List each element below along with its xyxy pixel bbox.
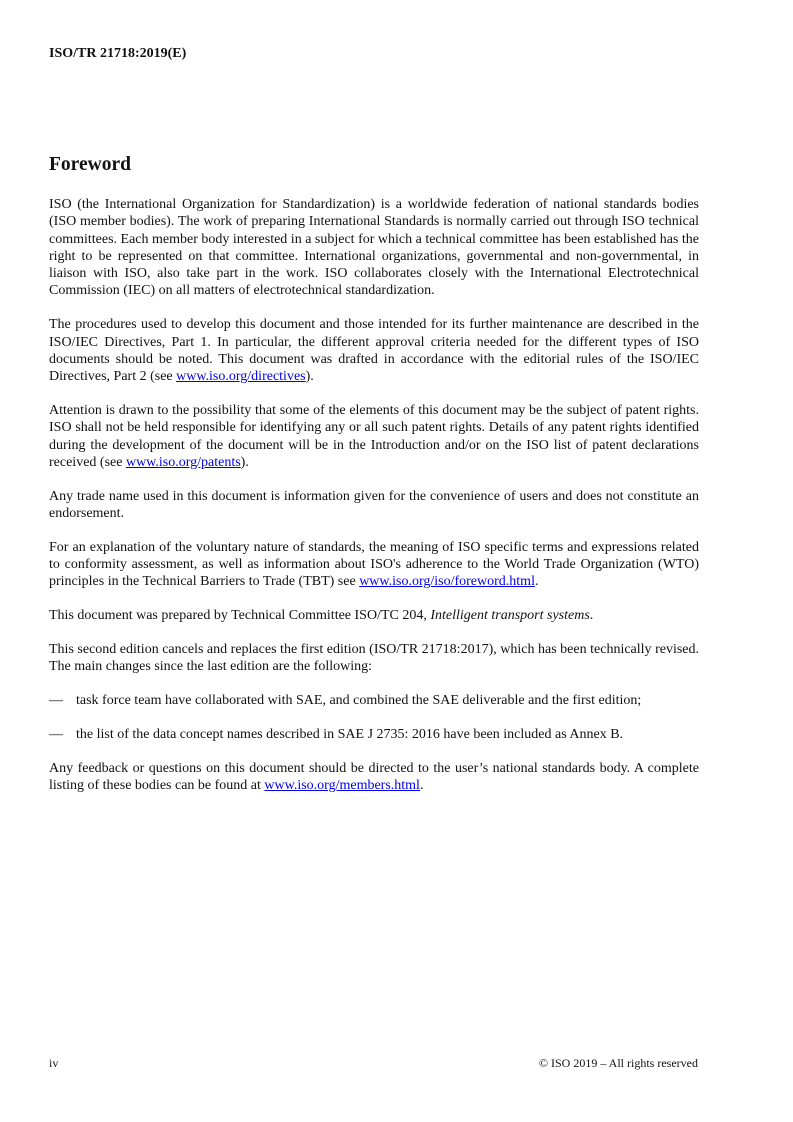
paragraph-feedback bbox=[49, 760, 699, 795]
paragraph-text: This document was prepared by Technical Committee ISO/TC 204, bbox=[49, 608, 431, 624]
page-footer bbox=[49, 1056, 698, 1071]
paragraph-end: . bbox=[589, 608, 594, 624]
dash-bullet: — bbox=[49, 693, 63, 709]
paragraph-text: Attention is drawn to the possibility that some of the elements of this document may be the subject of patent rights. ISO shall not be held responsible for identifying any or all such patent rights. Details of any patent rights identified during the development of the document will be in the Introduction and/or on the ISO list of patent declarations received (see bbox=[49, 402, 699, 470]
document-id-header: ISO/TR 21718:2019(E) bbox=[49, 46, 187, 61]
paragraph-committee bbox=[49, 607, 699, 624]
page-title: Foreword bbox=[49, 154, 131, 175]
paragraph-text: The procedures used to develop this document and those intended for its further maintenance are described in the ISO/IEC Directives, Part 1. In particular, the different approval criteria needed for the different types of ISO documents should be noted. This document was drafted in accordance with the editorial rules of the ISO/IEC Directives, Part 2 (see bbox=[49, 317, 699, 385]
paragraph-end: ). bbox=[240, 454, 249, 470]
foreword-link[interactable]: www.iso.org/iso/foreword.html bbox=[359, 574, 535, 590]
paragraph-end: . bbox=[419, 777, 424, 793]
list-item bbox=[49, 692, 699, 709]
paragraph-voluntary-nature bbox=[49, 539, 699, 591]
list-item-text: task force team have collaborated with SAE, and combined the SAE deliverable and the first edition; bbox=[76, 693, 642, 709]
paragraph-end: ). bbox=[305, 369, 314, 385]
paragraph-iso-intro: ISO (the International Organization for Standardization) is a worldwide federation of national standards bodies (ISO member bodies). The work of preparing International Standards is normally carried out through ISO technical committees. Each member body interested in a subject for which a technical committee has been established has the right to be represented on that committee. International organizations, governmental and non-governmental, in liaison with ISO, also take part in the work. ISO collaborates closely with the International Electrotechnical Commission (IEC) on all matters of electrotechnical standardization. bbox=[49, 197, 699, 299]
foreword-body bbox=[49, 196, 699, 811]
paragraph-text: For an explanation of the voluntary nature of standards, the meaning of ISO specific terms and expressions related to conformity assessment, as well as information about ISO's adherence to the World Trade Organization (WTO) principles in the Technical Barriers to Trade (TBT) see bbox=[49, 539, 699, 590]
copyright-notice: © ISO 2019 – All rights reserved bbox=[538, 1056, 698, 1070]
paragraph-text: Any feedback or questions on this document should be directed to the user’s national standards body. A complete listing of these bodies can be found at bbox=[49, 760, 699, 793]
paragraph-patents bbox=[49, 402, 699, 471]
patents-link[interactable]: www.iso.org/patents bbox=[125, 454, 241, 470]
directives-link[interactable]: www.iso.org/directives bbox=[176, 369, 306, 385]
paragraph-procedures bbox=[49, 316, 699, 385]
page-number: iv bbox=[49, 1056, 59, 1070]
paragraph-end: . bbox=[534, 574, 539, 590]
members-link[interactable]: www.iso.org/members.html bbox=[264, 777, 420, 793]
list-item-text: the list of the data concept names described in SAE J 2735: 2016 have been included as Annex B. bbox=[76, 726, 624, 742]
list-item bbox=[49, 726, 699, 743]
paragraph-second-edition: This second edition cancels and replaces the first edition (ISO/TR 21718:2017), which has been technically revised. The main changes since the last edition are the following: bbox=[49, 641, 699, 675]
dash-bullet: — bbox=[49, 726, 63, 742]
paragraph-trade-name: Any trade name used in this document is information given for the convenience of users and does not constitute an endorsement. bbox=[49, 488, 699, 521]
committee-name: Intelligent transport systems bbox=[430, 608, 590, 624]
